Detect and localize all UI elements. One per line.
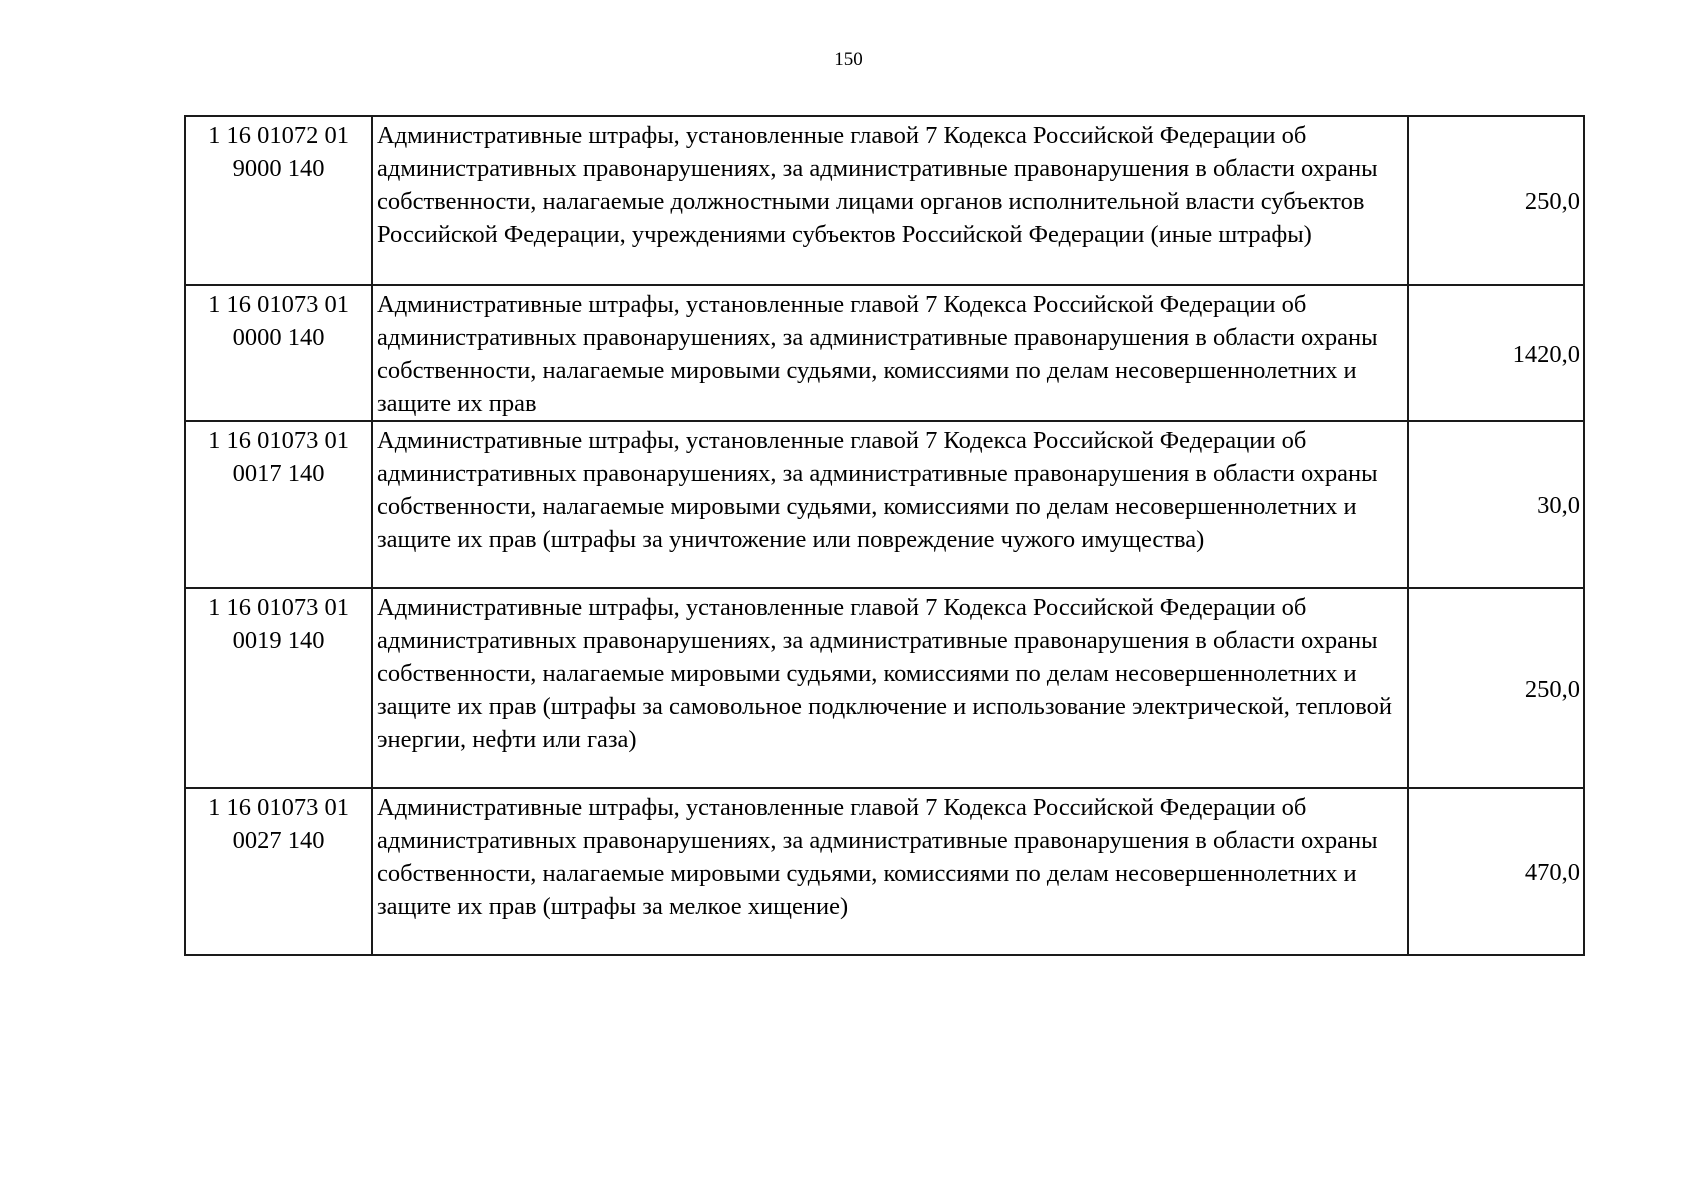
description-cell: Административные штрафы, установленные главой 7 Кодекса Российской Федерации об административных правонарушениях, за административные правонарушения в области охраны собственности, налагаемые мировыми судьями, комиссиями по делам несовершеннолетних и защите их прав — [372, 285, 1408, 421]
budget-code-cell — [185, 588, 372, 788]
description-cell: Административные штрафы, установленные главой 7 Кодекса Российской Федерации об административных правонарушениях, за административные правонарушения в области охраны собственности, налагаемые мировыми судьями, комиссиями по делам несовершеннолетних и защите их прав (штрафы за самовольное подключение и использование электрической, тепловой энергии, нефти или газа) — [372, 588, 1408, 788]
budget-code-cell — [185, 788, 372, 955]
amount-cell: 250,0 — [1408, 116, 1584, 285]
budget-code: 1 16 01073 01 0019 140 — [208, 594, 349, 654]
description-cell: Административные штрафы, установленные главой 7 Кодекса Российской Федерации об административных правонарушениях, за административные правонарушения в области охраны собственности, налагаемые должностными лицами органов исполнительной власти субъектов Российской Федерации, учреждениями субъектов Российской Федерации (иные штрафы) — [372, 116, 1408, 285]
table-row — [185, 285, 1584, 421]
budget-table — [184, 115, 1585, 956]
description-cell: Административные штрафы, установленные главой 7 Кодекса Российской Федерации об административных правонарушениях, за административные правонарушения в области охраны собственности, налагаемые мировыми судьями, комиссиями по делам несовершеннолетних и защите их прав (штрафы за мелкое хищение) — [372, 788, 1408, 955]
amount-cell: 1420,0 — [1408, 285, 1584, 421]
budget-code-cell — [185, 116, 372, 285]
table-row — [185, 588, 1584, 788]
budget-code: 1 16 01073 01 0027 140 — [208, 794, 349, 854]
amount-cell: 30,0 — [1408, 421, 1584, 588]
page-number: 150 — [834, 49, 863, 70]
table-row — [185, 788, 1584, 955]
budget-code-cell — [185, 421, 372, 588]
amount-cell: 470,0 — [1408, 788, 1584, 955]
description-cell: Административные штрафы, установленные главой 7 Кодекса Российской Федерации об административных правонарушениях, за административные правонарушения в области охраны собственности, налагаемые мировыми судьями, комиссиями по делам несовершеннолетних и защите их прав (штрафы за уничтожение или повреждение чужого имущества) — [372, 421, 1408, 588]
budget-code-cell — [185, 285, 372, 421]
budget-code: 1 16 01072 01 9000 140 — [208, 122, 349, 182]
amount-cell: 250,0 — [1408, 588, 1584, 788]
table-row — [185, 116, 1584, 285]
table-row — [185, 421, 1584, 588]
budget-code: 1 16 01073 01 0017 140 — [208, 427, 349, 487]
budget-code: 1 16 01073 01 0000 140 — [208, 291, 349, 351]
